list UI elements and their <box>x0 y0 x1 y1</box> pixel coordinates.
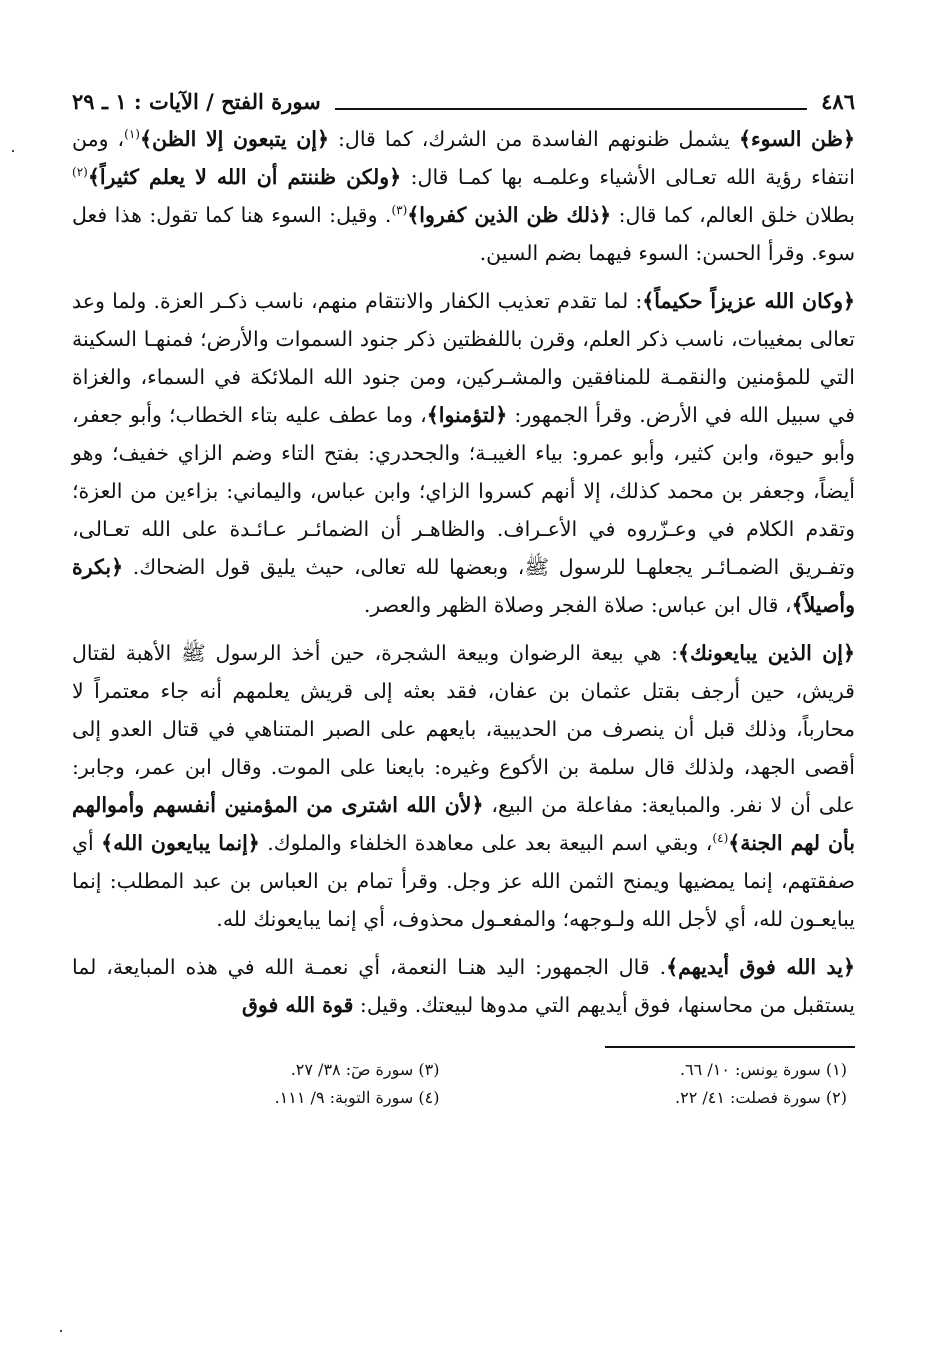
text-run: بطلان خلق العالم، كما قال: <box>611 203 855 227</box>
footnote: (٢) سورة فصلت: ٤١/ ٢٢. <box>675 1088 847 1107</box>
footnotes <box>72 1058 855 1110</box>
text-run: : لما تقدم تعذيب الكفار والانتقام منهم، ناسب ذكـر العزة. ولما وعد تعالى بمغيبات، ناسب ذكر العلم، وقرن باللفظتين ذكر جنود السموات والأرض؛ فمنهـا السكينة التي للمؤمنين والنقمـة للمنافقين والمشـركين، ومن جنود الله الملائكة في السماء، والغزاة في سبيل الله في الأرض. وقرأ الجمهور: <box>72 289 855 427</box>
quran-quote: ﴿وكان الله عزيزاً حكيماً﴾ <box>642 289 855 313</box>
quran-quote: ﴿ظن السوء﴾ <box>738 127 855 151</box>
header-rule <box>335 108 807 110</box>
text-run: يشمل ظنونهم الفاسدة من الشرك، كما قال: <box>329 127 739 151</box>
footnote-marker: (٤) <box>712 831 729 846</box>
text-run: : هي بيعة الرضوان وبيعة الشجرة، حين أخذ الرسول ﷺ الأهبة لقتال قريش، حين أرجف بقتل عثمان بن عفان، فقد بعثه إلى قريش يعلمهم أنه جاء معتمراً لا محارباً، وذلك قبل أن ينصرف من الحديبية، بايعهم على الصبر المتناهي في قتال العدو إلى أقصى الجهد، ولذلك قال سلمة بن الأكوع وغيره: بايعنا على الموت. وقال ابن عمر، وجابر: على أن لا نفر. والمبايعة: مفاعلة من البيع، <box>72 641 855 817</box>
body-text <box>72 120 855 1024</box>
scan-speck <box>12 150 14 152</box>
quran-quote: ﴿لأن الله اشترى من المؤمنين أنفسهم وأموالهم بأن لهم الجنة﴾ <box>72 793 856 855</box>
text-run: . وقيل: السوء هنا كما تقول: هذا فعل سوء. وقرأ الحسن: السوء فيهما بضم السين. <box>72 203 855 265</box>
running-head <box>72 88 855 114</box>
footnote-marker: (١) <box>124 127 140 142</box>
scan-speck <box>60 1330 62 1332</box>
text-run: ، وما عطف عليه بتاء الخطاب؛ وأبو جعفر، وأبو حيوة، وابن كثير، وأبو عمرو: بياء الغيبـة؛ والجحدري: بفتح التاء وضم الزاي خفيف؛ وهو أيضاً، وجعفر بن محمد كذلك، إلا أنهم كسروا الزاي؛ وابن عباس، واليماني: بزاءين من العزة؛ وتقدم الكلام في وعـزّروه في الأعـراف. والظاهـر أن الضمائـر عـائـدة على الله تعـالى، وتفـريق الضمـائـر يجعلهـا للرسول ﷺ، وبعضها لله تعالى، حيث يليق قول الضحاك. <box>72 403 855 579</box>
text-run: . قال الجمهور: اليد هنـا النعمة، أي نعمـة الله في هذه المبايعة، لما يستقبل من محاسنها، فوق أيديهم التي مدوها لبيعتك. وقيل: <box>72 955 855 1017</box>
quran-quote: ﴿لتؤمنوا﴾ <box>426 403 508 427</box>
section-title: سورة الفتح / الآيات : ١ ـ ٢٩ <box>72 89 321 114</box>
text-run: أي صفقتهم، إنما يمضيها ويمنح الثمن الله عز وجل. وقرأ تمام بن العباس بن عبد المطلب: إنما يبايعـون لله، أي لأجل الله ولـوجهه؛ والمفعـول محذوف، أي إنما يبايعونك لله. <box>72 831 855 931</box>
quran-quote: ﴿إن الذين يبايعونك﴾ <box>678 641 855 665</box>
text-run: ، ومن انتفاء رؤية الله تعـالى الأشياء وعلمـه بها كمـا قال: <box>72 127 855 189</box>
footnote-marker: (٣) <box>391 203 408 218</box>
footnote: (٤) سورة التوبة: ٩/ ١١١. <box>274 1088 440 1107</box>
footnote-marker: (٢) <box>72 165 88 180</box>
quran-quote: ﴿ذلك ظن الذين كفروا﴾ <box>407 203 612 227</box>
quran-quote: قوة الله فوق <box>241 993 354 1017</box>
paragraph <box>72 948 855 1024</box>
footnote: (١) سورة يونس: ١٠/ ٦٦. <box>679 1060 847 1079</box>
quran-quote: ﴿ولكن ظننتم أن الله لا يعلم كثيراً﴾ <box>87 165 402 189</box>
quran-quote: ﴿إنما يبايعون الله﴾ <box>101 831 260 855</box>
quran-quote: ﴿بكرة وأصيلاً﴾ <box>72 555 855 617</box>
footnote: (٣) سورة صٓ: ٣٨/ ٢٧. <box>290 1060 440 1079</box>
text-run: ، وبقي اسم البيعة بعد على معاهدة الخلفاء والملوك. <box>259 831 713 855</box>
quran-quote: ﴿يد الله فوق أيديهم﴾ <box>666 955 856 979</box>
paragraph <box>72 634 855 938</box>
paragraph <box>72 282 855 624</box>
text-run: ، قال ابن عباس: صلاة الفجر وصلاة الظهر والعصر. <box>363 593 792 617</box>
quran-quote: ﴿إن يتبعون إلا الظن﴾ <box>139 127 329 151</box>
paragraph <box>72 120 855 272</box>
page-number: ٤٨٦ <box>821 89 855 114</box>
footnote-rule <box>605 1046 855 1048</box>
